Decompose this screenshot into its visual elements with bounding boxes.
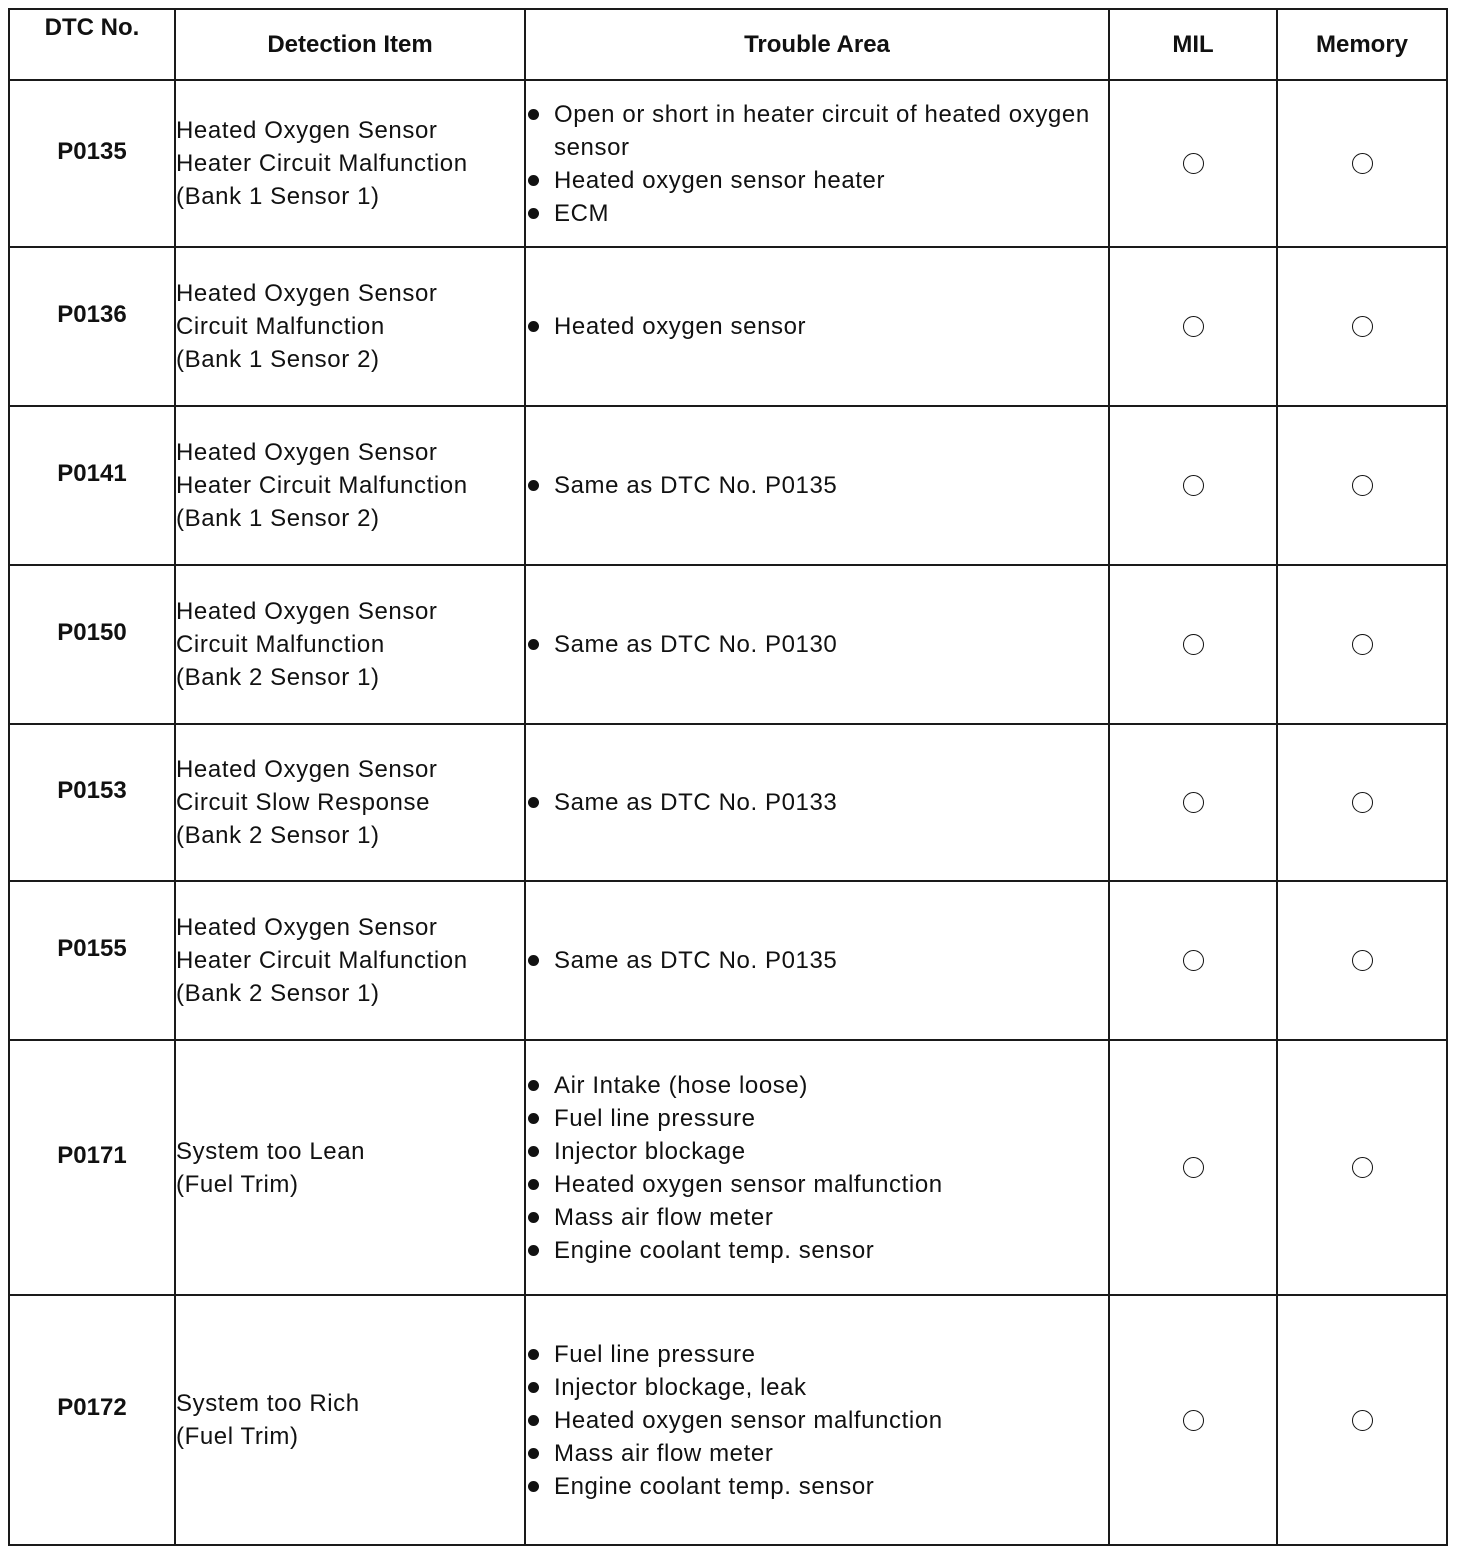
trouble-area-item [526,944,1108,977]
table-row [9,565,1447,724]
trouble-area-list [526,98,1108,230]
trouble-area-text: Same as DTC No. P0135 [554,472,838,499]
mil-indicator-cell [1109,565,1277,724]
mil-circle-icon [1183,634,1204,655]
trouble-area-text: Same as DTC No. P0135 [554,947,838,974]
dtc-code: P0136 [57,300,127,328]
detection-item-line: (Bank 2 Sensor 1) [176,822,380,849]
bullet-icon [528,1080,539,1091]
detection-item-line: Heated Oxygen Sensor [176,280,438,307]
memory-indicator-cell [1277,1040,1447,1295]
detection-item-line: (Bank 1 Sensor 2) [176,505,380,532]
bullet-icon [528,1349,539,1360]
detection-item-line: Circuit Malfunction [176,631,385,658]
header-mil: MIL [1109,9,1277,80]
trouble-area-item [526,1470,1108,1503]
mil-circle-icon [1183,153,1204,174]
memory-indicator-cell [1277,247,1447,406]
detection-item-cell [175,1040,525,1295]
memory-circle-icon [1352,634,1373,655]
trouble-area-item [526,628,1108,661]
trouble-area-list [526,628,1108,661]
header-memory: Memory [1277,9,1447,80]
trouble-area-list [526,310,1108,343]
detection-item-cell [175,80,525,247]
detection-item-line: (Bank 1 Sensor 2) [176,346,380,373]
detection-item-cell [175,1295,525,1545]
trouble-area-list [526,1338,1108,1503]
dtc-table-page [8,8,1446,1546]
trouble-area-item [526,1201,1108,1234]
trouble-area-item [526,1371,1108,1404]
bullet-icon [528,109,539,120]
trouble-area-item [526,1102,1108,1135]
bullet-icon [528,321,539,332]
trouble-area-cell [525,881,1109,1040]
table-body [9,80,1447,1545]
trouble-area-text: Injector blockage, leak [554,1373,807,1401]
bullet-icon [528,1113,539,1124]
mil-indicator-cell [1109,406,1277,565]
trouble-area-text: Heated oxygen sensor malfunction [554,1170,943,1198]
dtc-code: P0155 [57,934,127,962]
trouble-area-item [526,1234,1108,1267]
bullet-icon [528,639,539,650]
bullet-icon [528,1382,539,1393]
trouble-area-item [526,197,1108,230]
table-row [9,1040,1447,1295]
detection-item-line: System too Rich [176,1390,360,1417]
bullet-icon [528,1179,539,1190]
trouble-area-cell [525,247,1109,406]
trouble-area-item [526,1338,1108,1371]
dtc-code-cell [9,80,175,247]
memory-circle-icon [1352,475,1373,496]
table-row [9,881,1447,1040]
dtc-code-cell [9,1295,175,1545]
memory-indicator-cell [1277,1295,1447,1545]
bullet-icon [528,480,539,491]
trouble-area-text: Heated oxygen sensor malfunction [554,1406,943,1434]
trouble-area-text: Open or short in heater circuit of heated oxygen sensor [554,100,1090,161]
trouble-area-list [526,944,1108,977]
header-row [9,9,1447,80]
detection-item-cell [175,881,525,1040]
trouble-area-text: Fuel line pressure [554,1340,756,1368]
detection-item-line: (Bank 2 Sensor 1) [176,980,380,1007]
trouble-area-cell [525,724,1109,881]
memory-indicator-cell [1277,565,1447,724]
trouble-area-item [526,469,1108,502]
trouble-area-text: Injector blockage [554,1137,746,1165]
detection-item-line: Heated Oxygen Sensor [176,117,438,144]
trouble-area-text: Heated oxygen sensor [554,313,807,340]
mil-indicator-cell [1109,247,1277,406]
header-detection-item: Detection Item [175,9,525,80]
mil-circle-icon [1183,950,1204,971]
detection-item-line: (Fuel Trim) [176,1170,299,1198]
mil-circle-icon [1183,475,1204,496]
mil-circle-icon [1183,792,1204,813]
detection-item-line: Circuit Malfunction [176,313,385,340]
detection-item-cell [175,565,525,724]
detection-item-line: Heated Oxygen Sensor [176,439,438,466]
dtc-code: P0171 [57,1141,127,1169]
dtc-code-cell [9,881,175,1040]
memory-indicator-cell [1277,80,1447,247]
trouble-area-cell [525,1295,1109,1545]
trouble-area-item [526,164,1108,197]
memory-circle-icon [1352,316,1373,337]
memory-indicator-cell [1277,406,1447,565]
mil-indicator-cell [1109,881,1277,1040]
bullet-icon [528,1212,539,1223]
bullet-icon [528,1146,539,1157]
trouble-area-text: Fuel line pressure [554,1104,756,1132]
detection-item-line: (Bank 2 Sensor 1) [176,664,380,691]
trouble-area-cell [525,80,1109,247]
trouble-area-text: Same as DTC No. P0130 [554,631,838,658]
mil-circle-icon [1183,1410,1204,1431]
memory-circle-icon [1352,1410,1373,1431]
bullet-icon [528,1448,539,1459]
bullet-icon [528,1481,539,1492]
bullet-icon [528,1245,539,1256]
table-row [9,80,1447,247]
trouble-area-item [526,1437,1108,1470]
memory-circle-icon [1352,792,1373,813]
detection-item-line: (Fuel Trim) [176,1423,299,1450]
trouble-area-item [526,1069,1108,1102]
header-dtc-no: DTC No. [9,9,175,80]
trouble-area-text: Air Intake (hose loose) [554,1071,808,1099]
mil-indicator-cell [1109,80,1277,247]
trouble-area-text: ECM [554,199,610,227]
trouble-area-cell [525,565,1109,724]
table-row [9,1295,1447,1545]
trouble-area-list [526,786,1108,819]
trouble-area-item [526,310,1108,343]
detection-item-cell [175,724,525,881]
trouble-area-text: Engine coolant temp. sensor [554,1236,875,1264]
mil-circle-icon [1183,316,1204,337]
memory-circle-icon [1352,1157,1373,1178]
dtc-table [8,8,1448,1546]
bullet-icon [528,955,539,966]
memory-indicator-cell [1277,724,1447,881]
detection-item-line: Heated Oxygen Sensor [176,756,438,783]
mil-indicator-cell [1109,1295,1277,1545]
bullet-icon [528,208,539,219]
detection-item-line: Heater Circuit Malfunction [176,150,468,177]
dtc-code: P0141 [57,459,127,487]
mil-circle-icon [1183,1157,1204,1178]
table-row [9,724,1447,881]
dtc-code-cell [9,247,175,406]
dtc-code: P0153 [57,776,127,804]
memory-indicator-cell [1277,881,1447,1040]
trouble-area-item [526,1168,1108,1201]
detection-item-line: Circuit Slow Response [176,789,431,816]
dtc-code-cell [9,565,175,724]
table-row [9,247,1447,406]
trouble-area-cell [525,406,1109,565]
detection-item-cell [175,406,525,565]
detection-item-line: Heater Circuit Malfunction [176,947,468,974]
bullet-icon [528,175,539,186]
bullet-icon [528,797,539,808]
trouble-area-text: Mass air flow meter [554,1439,774,1467]
dtc-code-cell [9,406,175,565]
memory-circle-icon [1352,950,1373,971]
header-trouble-area: Trouble Area [525,9,1109,80]
dtc-code-cell [9,1040,175,1295]
trouble-area-item [526,1404,1108,1437]
mil-indicator-cell [1109,724,1277,881]
dtc-code-cell [9,724,175,881]
detection-item-line: (Bank 1 Sensor 1) [176,183,380,210]
detection-item-line: System too Lean [176,1137,366,1165]
trouble-area-item [526,786,1108,819]
table-row [9,406,1447,565]
memory-circle-icon [1352,153,1373,174]
trouble-area-list [526,469,1108,502]
trouble-area-list [526,1069,1108,1267]
trouble-area-text: Mass air flow meter [554,1203,774,1231]
detection-item-line: Heater Circuit Malfunction [176,472,468,499]
trouble-area-text: Heated oxygen sensor heater [554,166,886,194]
detection-item-cell [175,247,525,406]
trouble-area-item [526,98,1108,164]
trouble-area-text: Engine coolant temp. sensor [554,1472,875,1500]
detection-item-line: Heated Oxygen Sensor [176,914,438,941]
dtc-code: P0172 [57,1394,127,1421]
trouble-area-item [526,1135,1108,1168]
mil-indicator-cell [1109,1040,1277,1295]
dtc-code: P0135 [57,137,127,165]
trouble-area-cell [525,1040,1109,1295]
bullet-icon [528,1415,539,1426]
trouble-area-text: Same as DTC No. P0133 [554,789,838,816]
dtc-code: P0150 [57,618,127,646]
detection-item-line: Heated Oxygen Sensor [176,598,438,625]
